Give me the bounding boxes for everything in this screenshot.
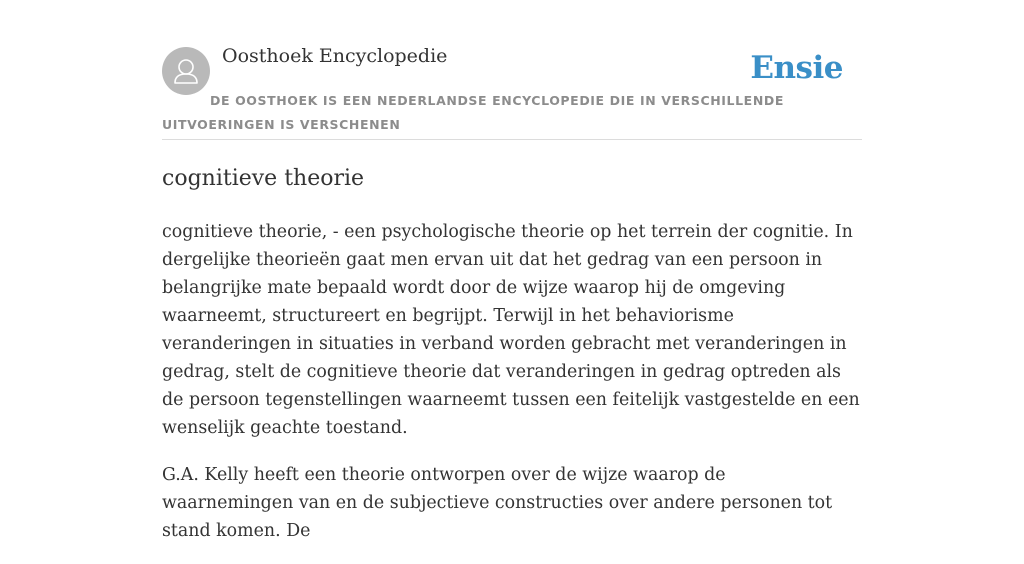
source-name-link[interactable]: Oosthoek Encyclopedie (222, 45, 448, 67)
article-body (162, 218, 862, 545)
article-paragraph: G.A. Kelly heeft een theorie ontworpen over de wijze waarop de waarnemingen van en de subjectieve constructies over andere personen tot stand komen. De (162, 465, 833, 541)
article-paragraph: cognitieve theorie, - een psychologische theorie op het terrein der cognitie. In dergelijke theorieën gaat men ervan uit dat het gedrag van een persoon in belangrijke mate bepaald wordt door de wijze waarop hij de omgeving waarneemt, structureert en begrijpt. Terwijl in het behaviorisme veranderingen in situaties in verband worden gebracht met veranderingen in gedrag, stelt de cognitieve theorie dat veranderingen in gedrag optreden als de persoon tegenstellingen waarneemt tussen een feitelijk vastgestelde en een wenselijk geachte toestand. (162, 222, 860, 438)
person-outline-icon (162, 47, 210, 95)
source-description: DE OOSTHOEK IS EEN NEDERLANDSE ENCYCLOPEDIE DIE IN VERSCHILLENDE UITVOERINGEN IS VERSCHENEN (162, 93, 784, 132)
article-title: cognitieve theorie (162, 166, 365, 191)
source-header (162, 0, 862, 140)
content-container (162, 0, 862, 564)
user-avatar-icon[interactable] (162, 47, 210, 95)
ensie-logo[interactable]: Ensie (750, 50, 843, 86)
